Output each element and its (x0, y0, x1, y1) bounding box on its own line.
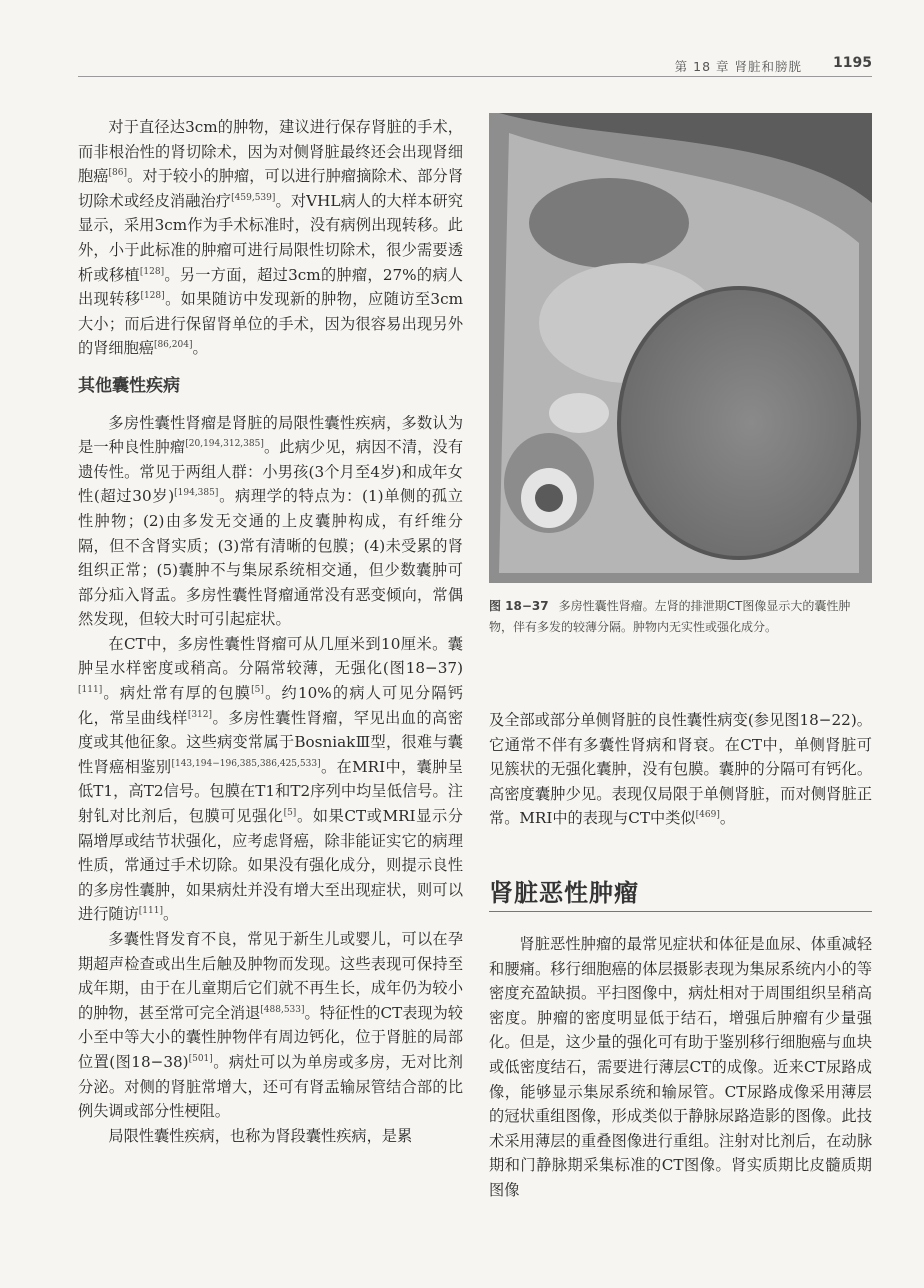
section-heading-text: 肾脏恶性肿瘤 (489, 879, 639, 907)
page-number: 1195 (833, 55, 872, 71)
paragraph: 局限性囊性疾病，也称为肾段囊性疾病，是累 (108, 1126, 413, 1145)
subsection-heading: 其他囊性疾病 (78, 375, 180, 396)
paragraph: 及全部或部分单侧肾脏的良性囊性病变(参见图18−22)。它通常不伴有多囊性肾病和肾衰。在CT中，单侧肾脏可见簇状的无强化囊肿，没有包膜。囊肿的分隔可有钙化。高密度囊肿少见。表现仅局限于单侧肾脏，而对侧肾脏正常。MRI中的表现与CT中类似[469]。 (489, 711, 872, 828)
ct-image-illustration (489, 113, 872, 583)
paragraph: 在CT中，多房性囊性肾瘤可从几厘米到10厘米。囊肿呈水样密度或稍高。分隔常较薄，无强化(图18−37)[111]。病灶常有厚的包膜[5]。约10%的病人可见分隔钙化，常呈曲线样[312]。多房性囊性肾瘤，罕见出血的高密度或其他征象。这些病变常属于BosniakⅢ型，很难与囊性肾癌相鉴别[143,194−196,385,386,425,533]。在MRI中，囊肿呈低T1，高T2信号。包膜在T1和T2序列中均呈低信号。注射钆对比剂后，包膜可见强化[5]。如果CT或MRI显示分隔增厚或结节状强化，应考虑肾癌，除非能证实它的病理性质，常通过手术切除。如果没有强化成分，则提示良性的多房性囊肿，如果病灶并没有增大至出现症状，则可以进行随访[111]。 (78, 634, 464, 924)
section-heading (489, 873, 872, 912)
figure-caption (489, 596, 874, 638)
right-column-upper (489, 708, 872, 831)
paragraph: 多囊性肾发育不良，常见于新生儿或婴儿，可以在孕期超声检查或出生后触及肿物而发现。这些表现可保持至成年期，由于在儿童期后它们就不再生长，成年仍为较小的肿物，甚至常可完全消退[488,533]。特征性的CT表现为较小至中等大小的囊性肿物伴有周边钙化，位于肾脏的局部位置(图18−38)[501]。病灶可以为单房或多房，无对比剂分泌。对侧的肾脏常增大，还可有肾盂输尿管结合部的比例失调或部分性梗阻。 (78, 930, 463, 1121)
chapter-title: 第 18 章 肾脏和膀胱 (674, 59, 802, 74)
left-column (78, 115, 463, 1148)
running-header (78, 52, 872, 77)
figure-label: 图 18−37 (489, 599, 549, 613)
paragraph: 肾脏恶性肿瘤的最常见症状和体征是血尿、体重减轻和腰痛。移行细胞癌的体层摄影表现为集尿系统内小的等密度充盈缺损。平扫图像中，病灶相对于周围组织呈稍高密度。肿瘤的密度明显低于结石，增强后肿瘤有少量强化。但是，这少量的强化可有助于鉴别移行细胞癌与血块或低密度结石，需要进行薄层CT的成像。近来CT尿路成像，能够显示集尿系统和输尿管。CT尿路成像采用薄层的冠状重组图像，形成类似于静脉尿路造影的图像。此技术采用薄层的重叠图像进行重组。注射对比剂后，在动脉期和门静脉期采集标准的CT图像。肾实质期比皮髓质期图像 (489, 935, 872, 1199)
caption-text: 多房性囊性肾瘤。左肾的排泄期CT图像显示大的囊性肿物，伴有多发的较薄分隔。肿物内无实性或强化成分。 (489, 599, 851, 634)
right-column-lower (489, 932, 872, 1203)
ct-scan-image (489, 113, 872, 583)
paragraph: 多房性囊性肾瘤是肾脏的局限性囊性疾病，多数认为是一种良性肿瘤[20,194,312,385]。此病少见，病因不清，没有遗传性。常见于两组人群：小男孩(3个月至4岁)和成年女性(超过30岁)[194,385]。病理学的特点为：(1)单侧的孤立性肿物；(2)由多发无交通的上皮囊肿构成，有纤维分隔，但不含肾实质；(3)常有清晰的包膜；(4)未受累的肾组织正常；(5)囊肿不与集尿系统相交通，但少数囊肿可部分疝入肾盂。多房性囊性肾瘤通常没有恶变倾向，常偶然发现，但较大时可引起症状。 (78, 413, 464, 629)
paragraph: 对于直径达3cm的肿物，建议进行保存肾脏的手术，而非根治性的肾切除术，因为对侧肾脏最终还会出现肾细胞癌[86]。对于较小的肿瘤，可以进行肿瘤摘除术、部分肾切除术或经皮消融治疗[459,539]。对VHL病人的大样本研究显示，采用3cm作为手术标准时，没有病例出现转移。此外，小于此标准的肿瘤可进行局限性切除术，很少需要透析或移植[128]。另一方面，超过3cm的肿瘤，27%的病人出现转移[128]。如果随访中发现新的肿物，应随访至3cm大小；而后进行保留肾单位的手术，因为很容易出现另外的肾细胞癌[86,204]。 (78, 118, 464, 358)
